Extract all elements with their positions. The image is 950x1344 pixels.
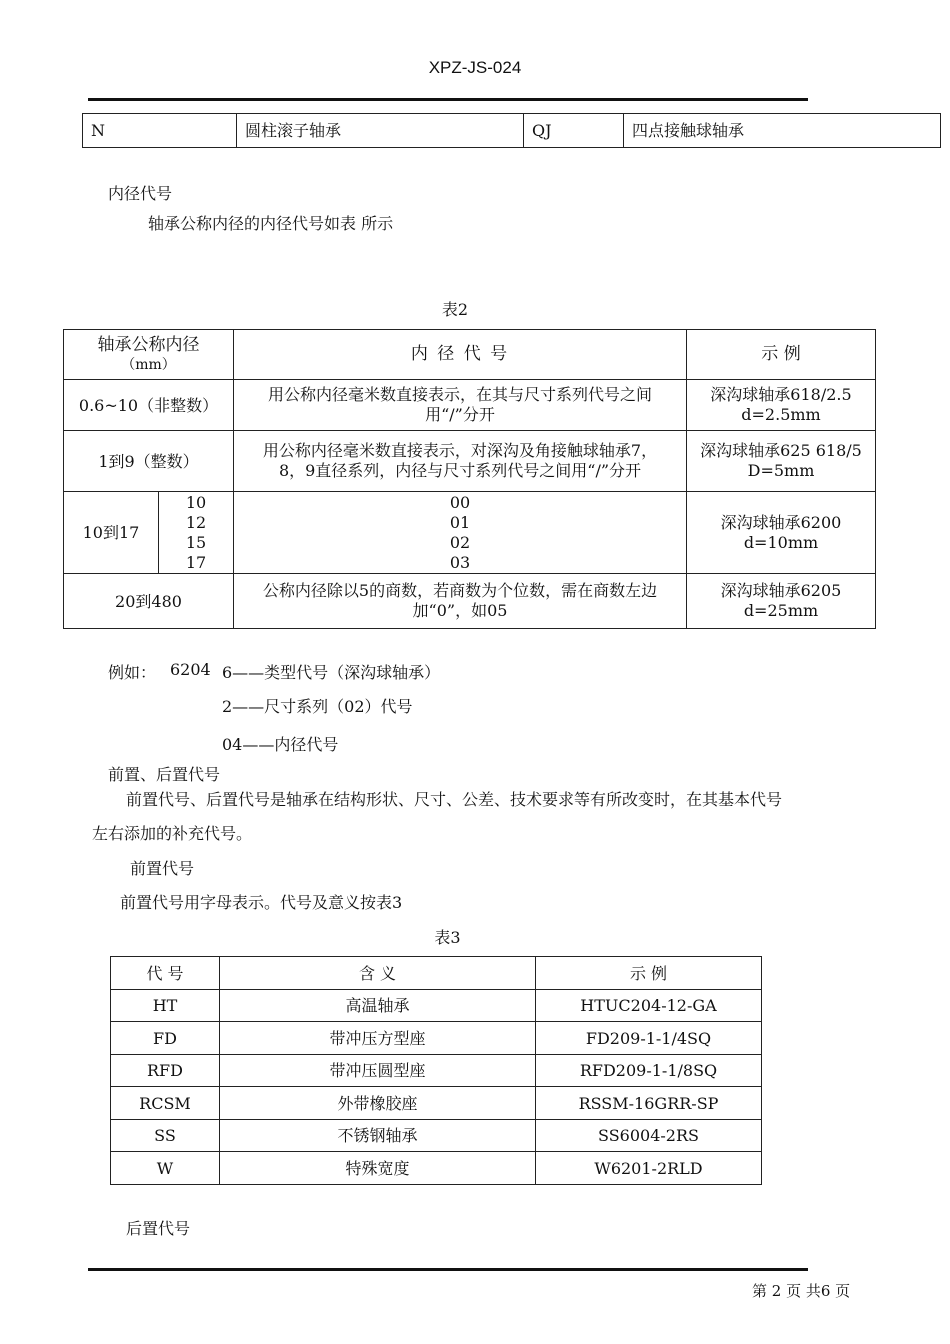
prefix-example-cell: FD209-1-1/4SQ	[536, 1022, 762, 1055]
prefix-description: 前置代号用字母表示。代号及意义按表3	[120, 893, 403, 912]
table3-header-example: 示 例	[536, 957, 762, 990]
table-row	[111, 1152, 762, 1185]
prefix-meaning-cell: 带冲压方型座	[220, 1022, 536, 1055]
example-line: 04——内径代号	[222, 735, 339, 754]
prefix-meaning-cell: 高温轴承	[220, 990, 536, 1022]
example-label: 例如：	[108, 663, 157, 682]
prefix-code-cell: RCSM	[111, 1087, 220, 1120]
example-line: 6——类型代号（深沟球轴承）	[222, 663, 441, 682]
type-name-cell: 圆柱滚子轴承	[237, 114, 524, 148]
page-number: 第 2 页 共6 页	[752, 1282, 851, 1300]
section-heading-suffix: 后置代号	[126, 1219, 191, 1238]
prefix-meaning-cell: 外带橡胶座	[220, 1087, 536, 1120]
table-row	[111, 990, 762, 1022]
example-cell: 深沟球轴承6205 d=25mm	[687, 574, 876, 629]
example-cell: 深沟球轴承6200 d=10mm	[687, 492, 876, 574]
table2-header-diameter: 轴承公称内径 （mm）	[64, 330, 234, 380]
diameter-range-cell: 20到480	[64, 574, 234, 629]
diameter-values-cell: 10 12 15 17	[159, 492, 234, 574]
prefix-example-cell: RSSM-16GRR-SP	[536, 1087, 762, 1120]
code-values-cell: 00 01 02 03	[234, 492, 687, 574]
prefix-code-table	[110, 956, 762, 1185]
prefix-example-cell: HTUC204-12-GA	[536, 990, 762, 1022]
type-code-cell: QJ	[524, 114, 624, 148]
table2-header-code: 内 径 代 号	[234, 330, 687, 380]
document-code: XPZ-JS-024	[428, 58, 522, 77]
code-rule-cell: 公称内径除以5的商数，若商数为个位数，需在商数左边 加“0”，如05	[234, 574, 687, 629]
example-cell: 深沟球轴承618/2.5 d=2.5mm	[687, 380, 876, 431]
prefix-suffix-paragraph: 左右添加的补充代号。	[92, 824, 253, 843]
prefix-code-cell: SS	[111, 1120, 220, 1152]
prefix-example-cell: W6201-2RLD	[536, 1152, 762, 1185]
table-row	[64, 380, 876, 431]
inner-diameter-table	[63, 329, 876, 629]
prefix-suffix-paragraph: 前置代号、后置代号是轴承在结构形状、尺寸、公差、技术要求等有所改变时，在其基本代号	[126, 790, 783, 809]
prefix-example-cell: RFD209-1-1/8SQ	[536, 1055, 762, 1087]
section-heading-inner-diameter: 内径代号	[108, 184, 173, 203]
prefix-code-cell: HT	[111, 990, 220, 1022]
table2-header-example: 示 例	[687, 330, 876, 380]
table-row	[64, 574, 876, 629]
type-name-cell: 四点接触球轴承	[624, 114, 941, 148]
table-row	[111, 1087, 762, 1120]
table3-caption: 表3	[434, 928, 461, 947]
diameter-range-cell: 10到17	[64, 492, 159, 574]
table-row	[64, 492, 876, 574]
prefix-meaning-cell: 不锈钢轴承	[220, 1120, 536, 1152]
type-code-cell: N	[83, 114, 237, 148]
table-row	[111, 1055, 762, 1087]
table2-caption: 表2	[441, 300, 469, 319]
prefix-meaning-cell: 特殊宽度	[220, 1152, 536, 1185]
prefix-code-cell: W	[111, 1152, 220, 1185]
table-row	[64, 431, 876, 492]
prefix-code-cell: FD	[111, 1022, 220, 1055]
example-cell: 深沟球轴承625 618/5 D=5mm	[687, 431, 876, 492]
table-row	[111, 1022, 762, 1055]
section-heading-prefix: 前置代号	[130, 859, 195, 878]
table3-header-meaning: 含 义	[220, 957, 536, 990]
section-heading-prefix-suffix: 前置、后置代号	[108, 765, 221, 784]
code-rule-cell: 用公称内径毫米数直接表示，在其与尺寸系列代号之间 用“/”分开	[234, 380, 687, 431]
example-bearing-code: 6204	[170, 660, 211, 679]
header-rule	[88, 98, 808, 101]
table3-header-code: 代 号	[111, 957, 220, 990]
code-rule-cell: 用公称内径毫米数直接表示，对深沟及角接触球轴承7， 8，9直径系列，内径与尺寸系列代号之间用“/”分开	[234, 431, 687, 492]
example-line: 2——尺寸系列（02）代号	[222, 697, 413, 716]
table-row	[111, 1120, 762, 1152]
footer-rule	[88, 1268, 808, 1271]
prefix-meaning-cell: 带冲压圆型座	[220, 1055, 536, 1087]
bearing-type-table	[82, 113, 941, 148]
inner-diameter-description: 轴承公称内径的内径代号如表 所示	[148, 214, 394, 233]
prefix-example-cell: SS6004-2RS	[536, 1120, 762, 1152]
prefix-code-cell: RFD	[111, 1055, 220, 1087]
diameter-range-cell: 1到9（整数）	[64, 431, 234, 492]
diameter-range-cell: 0.6~10（非整数）	[64, 380, 234, 431]
